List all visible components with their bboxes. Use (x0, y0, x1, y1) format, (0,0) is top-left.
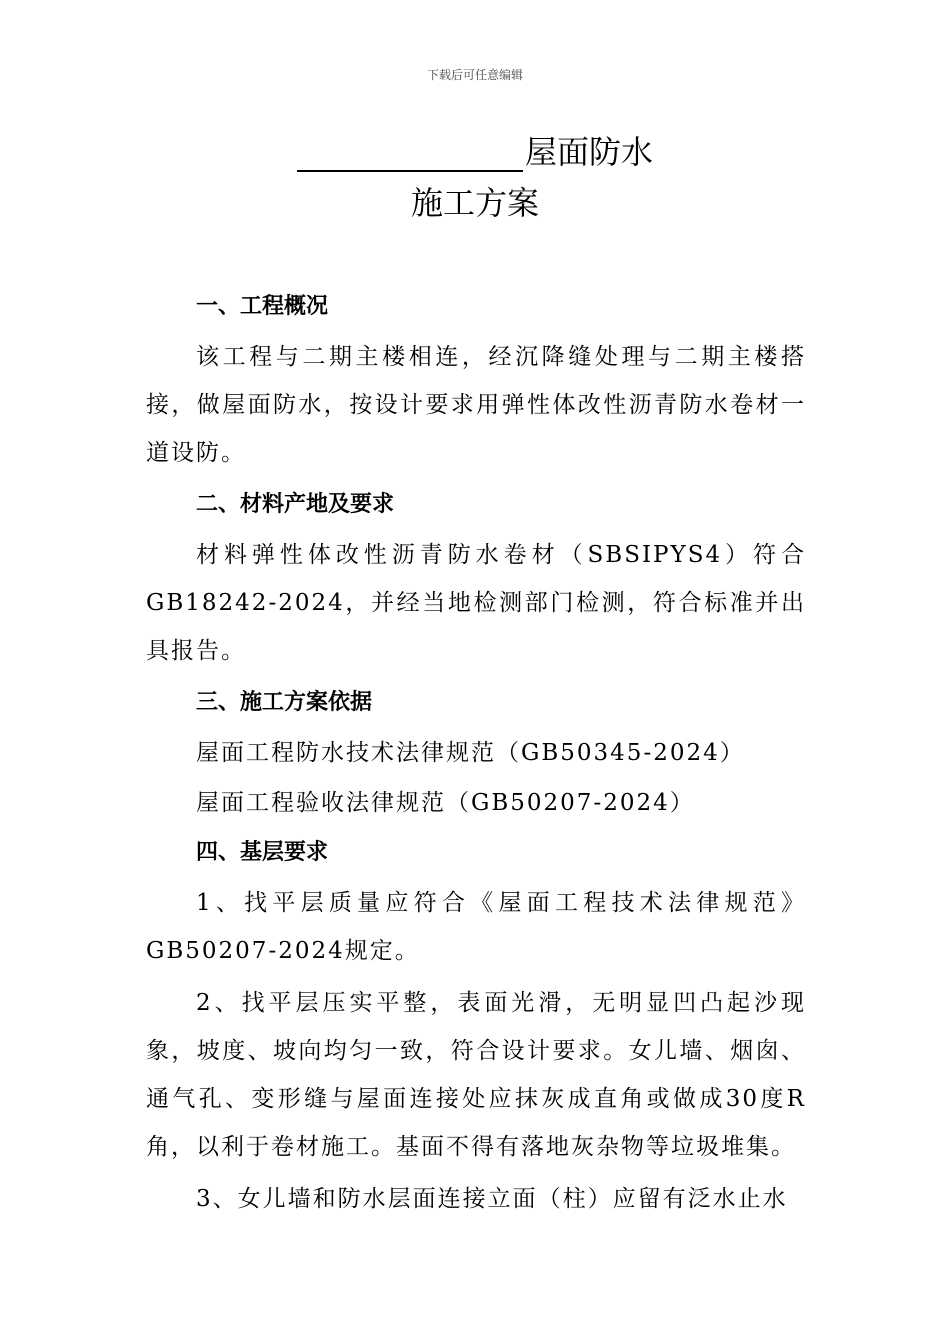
section-materials (146, 481, 806, 675)
section-paragraph: 3、女儿墙和防水层面连接立面（柱）应留有泛水止水 (196, 1186, 788, 1212)
header-note: 下载后可任意编辑 (426, 68, 523, 82)
section-base-requirements (146, 829, 806, 1223)
section-paragraph: 屋面工程防水技术法律规范（GB50345-2024） (196, 740, 745, 766)
section-overview (146, 283, 806, 477)
section-heading: 二、材料产地及要求 (196, 492, 395, 517)
section-paragraph: 该工程与二期主楼相连，经沉降缝处理与二期主楼搭接，做屋面防水，按设计要求用弹性体改性沥青防水卷材一道设防。 (146, 344, 806, 466)
document-body (146, 283, 806, 1227)
section-paragraph: 1、找平层质量应符合《屋面工程技术法律规范》GB50207-2024规定。 (146, 890, 806, 964)
section-paragraph: 2、找平层压实平整，表面光滑，无明显凹凸起沙现象，坡度、坡向均匀一致，符合设计要求。女儿墙、烟囱、通气孔、变形缝与屋面连接处应抹灰成直角或做成30度R角，以利于卷材施工。基面不得有落地灰杂物等垃圾堆集。 (146, 990, 806, 1160)
document-title-line1 (0, 132, 950, 172)
document-title-line2: 施工方案 (410, 184, 539, 222)
title-text-1: 屋面防水 (524, 133, 653, 171)
section-heading: 四、基层要求 (196, 840, 329, 865)
section-heading: 三、施工方案依据 (196, 690, 373, 715)
section-paragraph: 屋面工程验收法律规范（GB50207-2024） (196, 790, 695, 816)
title-blank-underline (297, 140, 523, 172)
section-heading: 一、工程概况 (196, 294, 329, 319)
section-paragraph: 材料弹性体改性沥青防水卷材（SBSIPYS4）符合GB18242-2024，并经当地检测部门检测，符合标准并出具报告。 (146, 542, 806, 664)
section-basis (146, 679, 806, 829)
